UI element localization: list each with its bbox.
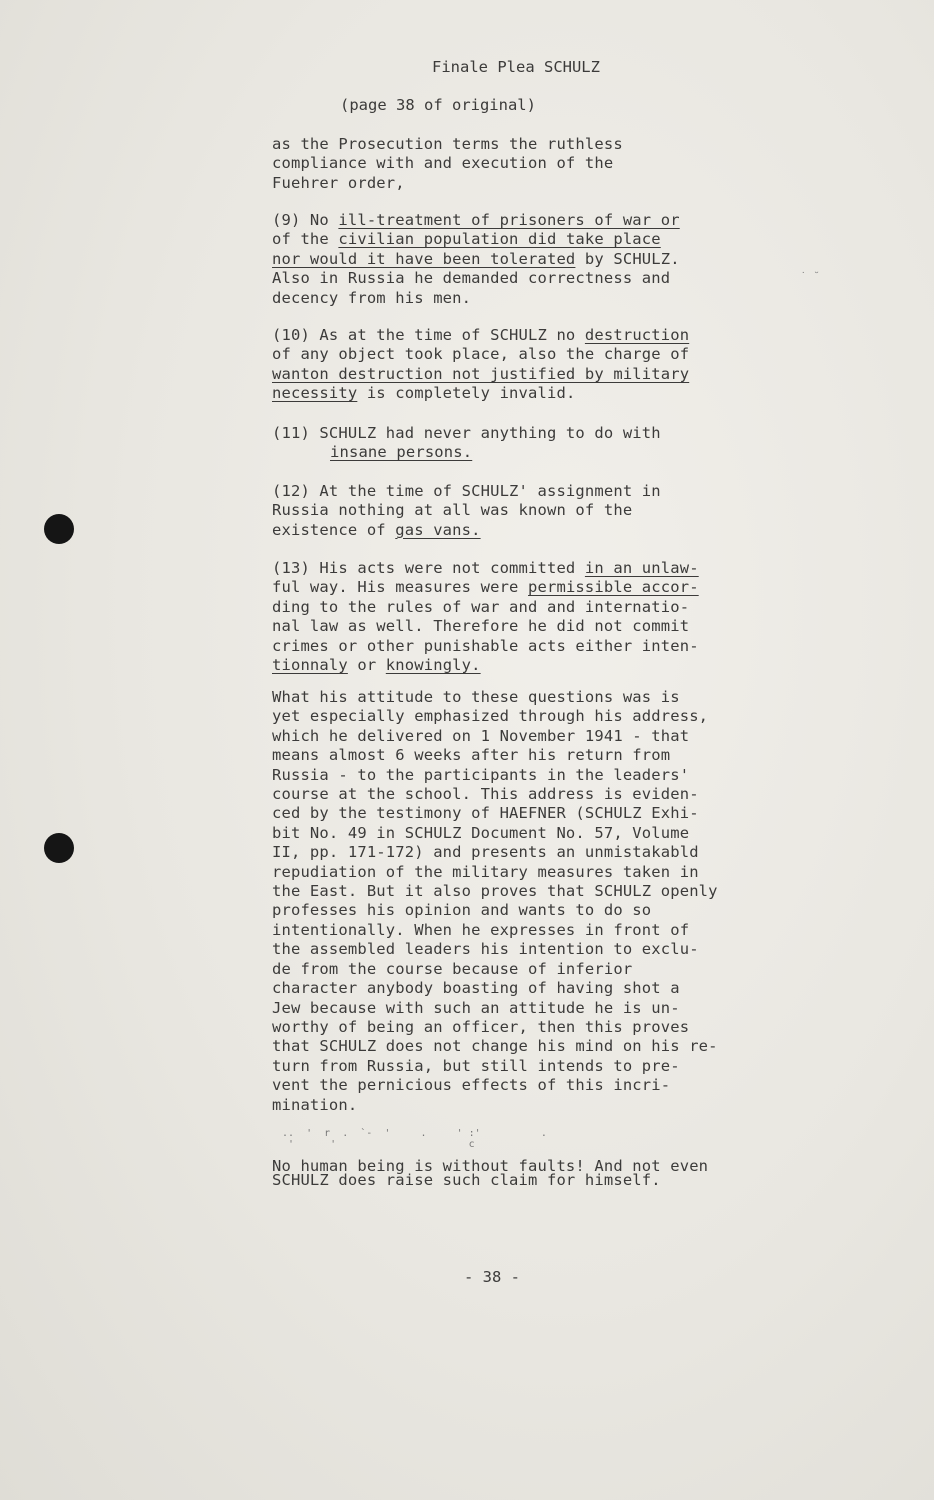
text-fragment: (13) His acts were not committed bbox=[272, 559, 585, 577]
paragraph-13 bbox=[272, 559, 699, 675]
text-line: of any object took place, also the charge of bbox=[272, 345, 690, 364]
text-fragment: (10) As at the time of SCHULZ no bbox=[272, 326, 585, 344]
text-line: de from the course because of inferior bbox=[272, 959, 633, 978]
text-line: the East. But it also proves that SCHULZ openly bbox=[272, 882, 718, 901]
text-line: repudiation of the military measures taken in bbox=[272, 862, 699, 881]
paragraph-closing bbox=[272, 1159, 708, 1187]
text-line: SCHULZ does raise such claim for himself. bbox=[272, 1171, 661, 1189]
text-line: turn from Russia, but still intends to pre- bbox=[272, 1056, 680, 1075]
underlined-text: necessity bbox=[272, 384, 358, 403]
text-line: crimes or other punishable acts either inten- bbox=[272, 636, 699, 655]
text-line: character anybody boasting of having shot a bbox=[272, 979, 680, 998]
text-line: the assembled leaders his intention to exclu- bbox=[272, 940, 699, 959]
text-line: decency from his men. bbox=[272, 288, 472, 307]
text-line: vent the pernicious effects of this incri- bbox=[272, 1076, 671, 1095]
paragraph-9 bbox=[272, 211, 680, 308]
text-fragment: or bbox=[347, 656, 386, 675]
text-line: Russia - to the participants in the leaders' bbox=[272, 765, 690, 784]
text-fragment: is completely invalid. bbox=[357, 384, 576, 403]
text-line: Jew because with such an attitude he is un- bbox=[272, 998, 680, 1017]
page-reference: (page 38 of original) bbox=[340, 96, 536, 114]
text-fragment: (9) No bbox=[272, 211, 339, 229]
text-line: ding to the rules of war and and internatio- bbox=[272, 597, 690, 616]
document-title: Finale Plea SCHULZ bbox=[432, 58, 600, 76]
ink-specks: .. ' r . `- ' . ' :' . ' ' c bbox=[282, 1128, 547, 1150]
underlined-text: gas vans. bbox=[395, 520, 481, 539]
text-line: means almost 6 weeks after his return from bbox=[272, 746, 671, 765]
text-line: course at the school. This address is eviden- bbox=[272, 785, 699, 804]
paragraph-intro bbox=[272, 135, 623, 193]
text-line: worthy of being an officer, then this proves bbox=[272, 1017, 690, 1036]
paragraph-10 bbox=[272, 326, 689, 404]
text-line: What his attitude to these questions was is bbox=[272, 688, 680, 706]
underlined-text: civilian population did take place bbox=[338, 230, 661, 249]
text-fragment: existence of bbox=[272, 520, 396, 539]
text-line: that SCHULZ does not change his mind on his re- bbox=[272, 1037, 718, 1056]
page-number: - 38 - bbox=[464, 1268, 520, 1286]
underlined-text: knowingly. bbox=[385, 656, 481, 675]
text-line: II, pp. 171-172) and presents an unmistakabld bbox=[272, 843, 699, 862]
text-line: intentionally. When he expresses in front of bbox=[272, 920, 690, 939]
text-line: Russia nothing at all was known of the bbox=[272, 501, 633, 520]
underlined-text: tionnaly bbox=[272, 656, 348, 675]
margin-mark: ˙ ˘ bbox=[800, 270, 820, 283]
text-line: professes his opinion and wants to do so bbox=[272, 901, 652, 920]
text-line: bit No. 49 in SCHULZ Document No. 57, Volume bbox=[272, 823, 690, 842]
text-line: mination. bbox=[272, 1095, 358, 1114]
text-line: which he delivered on 1 November 1941 - that bbox=[272, 726, 690, 745]
punch-hole-bottom bbox=[44, 833, 74, 863]
text-fragment: of the bbox=[272, 230, 339, 249]
text-line: compliance with and execution of the bbox=[272, 154, 614, 173]
text-line: yet especially emphasized through his address, bbox=[272, 707, 709, 726]
text-line: Fuehrer order, bbox=[272, 173, 405, 192]
punch-hole-top bbox=[44, 514, 74, 544]
text-fragment: ful way. His measures were bbox=[272, 578, 529, 597]
text-line: as the Prosecution terms the ruthless bbox=[272, 135, 623, 153]
text-line: ced by the testimony of HAEFNER (SCHULZ Exhi- bbox=[272, 804, 699, 823]
text-line: Also in Russia he demanded correctness and bbox=[272, 269, 671, 288]
underlined-text: nor would it have been tolerated bbox=[272, 249, 576, 268]
underlined-text: ill-treatment of prisoners of war or bbox=[338, 211, 680, 229]
underlined-text: wanton destruction not justified by military bbox=[272, 364, 690, 383]
text-fragment: by SCHULZ. bbox=[575, 249, 680, 268]
paragraph-main bbox=[272, 688, 718, 1115]
underlined-text: insane persons. bbox=[330, 443, 473, 462]
underlined-text: in an unlaw- bbox=[584, 559, 699, 577]
text-line: No human being is without faults! And not even bbox=[272, 1157, 709, 1175]
text-line: nal law as well. Therefore he did not commit bbox=[272, 617, 690, 636]
paragraph-12 bbox=[272, 482, 661, 540]
text-line: (12) At the time of SCHULZ' assignment in bbox=[272, 482, 661, 500]
text-line: (11) SCHULZ had never anything to do with bbox=[272, 424, 661, 442]
paragraph-11 bbox=[272, 424, 661, 463]
underlined-text: destruction bbox=[584, 326, 690, 344]
underlined-text: permissible accor- bbox=[528, 578, 699, 597]
